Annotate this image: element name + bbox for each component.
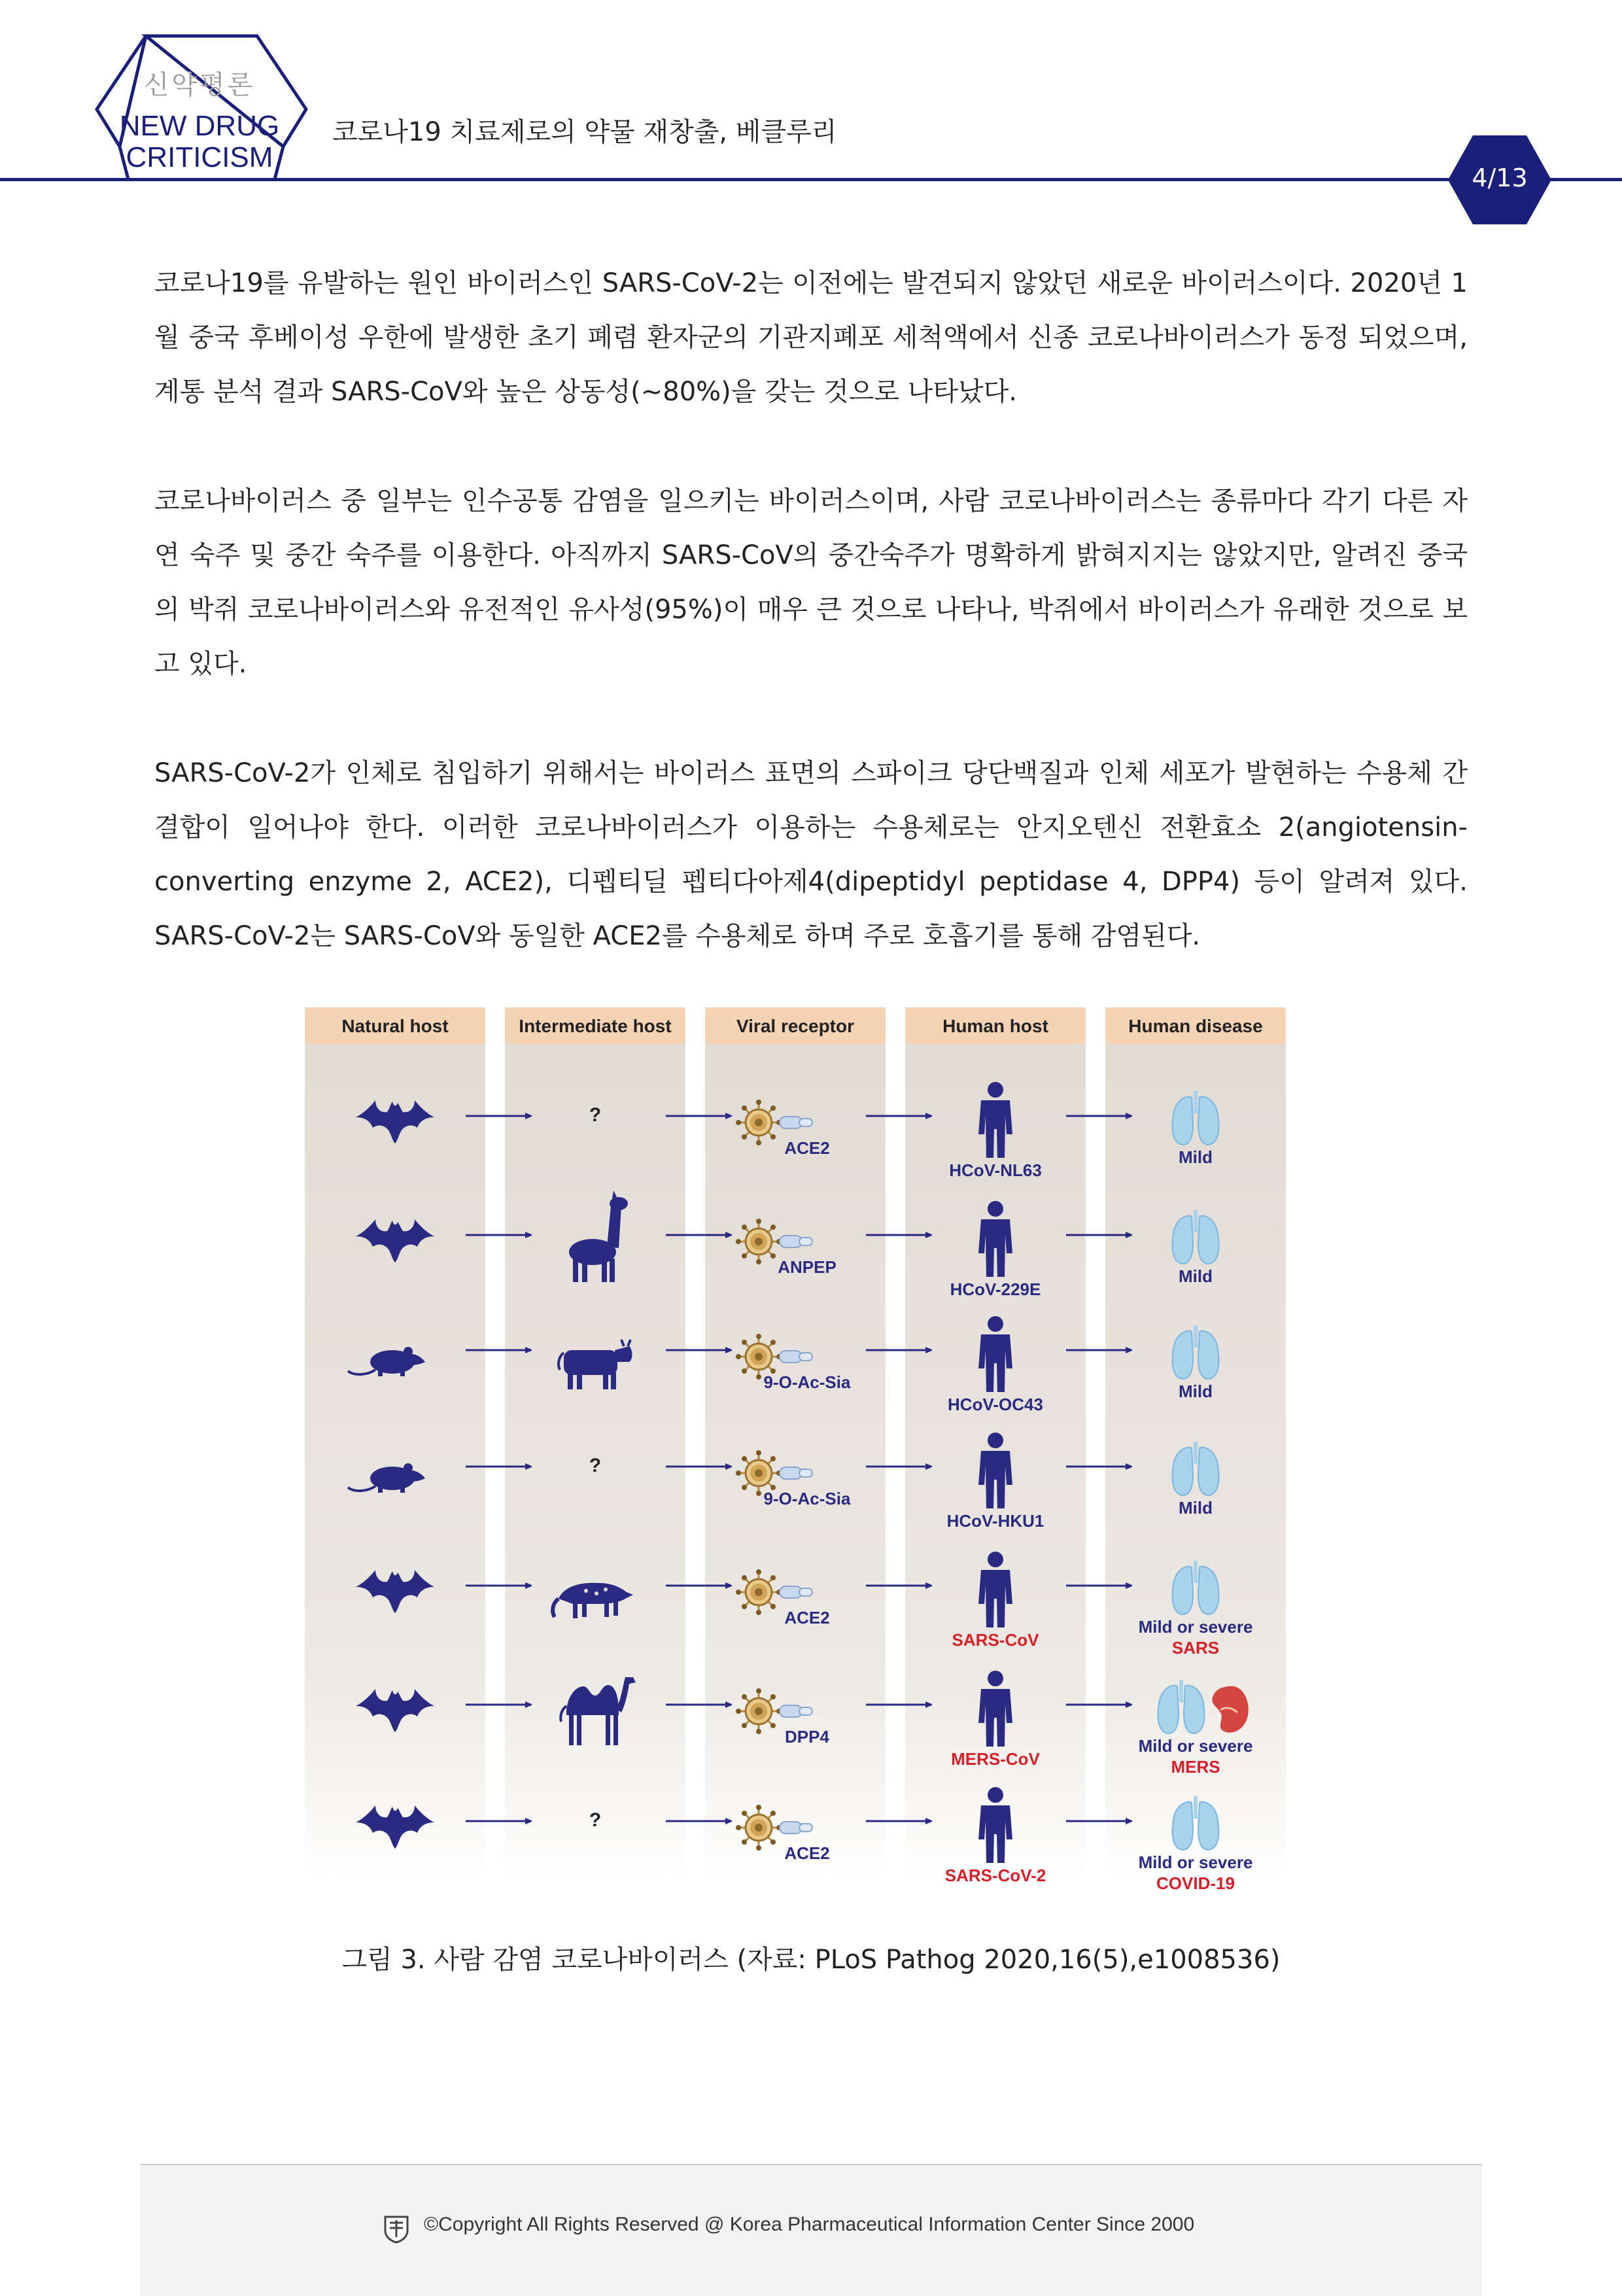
institution-crest-icon	[383, 2215, 409, 2244]
disease-label: Mild	[1179, 1147, 1213, 1167]
receptor-label: ACE2	[784, 1608, 830, 1627]
figure-column-header: Human host	[942, 1016, 1048, 1036]
header-title: 코로나19 치료제로의 약물 재창출, 베클루리	[332, 117, 837, 147]
figure-column-header: Viral receptor	[736, 1016, 855, 1036]
receptor-label: 9-O-Ac-Sia	[763, 1372, 851, 1392]
coronavirus-host-figure	[305, 1007, 1291, 1897]
figure-caption: 그림 3. 사람 감염 코로나바이러스 (자료: PLoS Pathog 2020,16(5),e1008536)	[341, 1945, 1281, 1975]
intermediate-unknown: ?	[589, 1455, 602, 1476]
figure-column-header: Intermediate host	[519, 1016, 672, 1036]
logo-english-line1: NEW DRUG	[119, 110, 280, 142]
virus-label: HCoV-OC43	[948, 1395, 1043, 1414]
paragraph-1: 코로나19를 유발하는 원인 바이러스인 SARS-CoV-2는 이전에는 발견되지 않았던 새로운 바이러스이다. 2020년 1월 중국 후베이성 우한에 발생한 초기 폐렴 환자군의 기관지폐포 세척액에서 신종 코로나바이러스가 동정 되었으며, 계통 분석 결과 SARS-CoV와 높은 상동성(~80%)을 갖는 것으로 나타났다.	[154, 268, 1468, 407]
receptor-label: ACE2	[784, 1138, 830, 1158]
disease-label: Mild or severe	[1138, 1852, 1253, 1872]
page-number: 4/13	[1472, 164, 1528, 192]
disease-label: Mild	[1179, 1382, 1213, 1401]
disease-label: Mild or severe	[1138, 1617, 1253, 1637]
receptor-label: 9-O-Ac-Sia	[763, 1489, 851, 1508]
logo-english-line2: CRITICISM	[126, 141, 273, 173]
disease-label: MERS	[1171, 1757, 1220, 1777]
receptor-label: ACE2	[784, 1843, 830, 1863]
disease-label: Mild	[1179, 1498, 1213, 1518]
figure-column-bg	[505, 1007, 685, 1884]
virus-label: SARS-CoV	[952, 1630, 1039, 1650]
virus-label: HCoV-229E	[950, 1279, 1041, 1299]
paragraph-3: SARS-CoV-2가 인체로 침입하기 위해서는 바이러스 표면의 스파이크 당단백질과 인체 세포가 발현하는 수용체 간 결합이 일어나야 한다. 이러한 코로나바이러스가 이용하는 수용체로는 안지오텐신 전환효소 2(angiotensin-converting enzyme 2, ACE2), 디펩티딜 펩티다아제4(dipeptidyl peptidase 4, DPP4) 등이 알려져 있다. SARS-CoV-2는 SARS-CoV와 동일한 ACE2를 수용체로 하며 주로 호흡기를 통해 감염된다.	[154, 758, 1468, 951]
disease-label: COVID-19	[1156, 1873, 1235, 1893]
logo-korean-text: 신약평론	[143, 70, 256, 100]
header-rule	[0, 178, 1622, 181]
copyright-text: ©Copyright All Rights Reserved @ Korea Pharmaceutical Information Center Since 2000	[424, 2214, 1195, 2235]
intermediate-unknown: ?	[589, 1809, 602, 1831]
disease-label: Mild or severe	[1138, 1736, 1253, 1756]
virus-label: HCoV-NL63	[949, 1160, 1042, 1180]
disease-label: Mild	[1179, 1266, 1213, 1286]
intermediate-unknown: ?	[589, 1104, 602, 1126]
paragraph-2: 코로나바이러스 중 일부는 인수공통 감염을 일으키는 바이러스이며, 사람 코로나바이러스는 종류마다 각기 다른 자연 숙주 및 중간 숙주를 이용한다. 아직까지 SARS-CoV의 중간숙주가 명확하게 밝혀지지는 않았지만, 알려진 중국의 박쥐 코로나바이러스와 유전적인 유사성(95%)이 매우 큰 것으로 나타나, 박쥐에서 바이러스가 유래한 것으로 보고 있다.	[154, 486, 1468, 679]
virus-label: HCoV-HKU1	[946, 1511, 1044, 1531]
disease-label: SARS	[1171, 1638, 1220, 1658]
virus-label: MERS-CoV	[951, 1749, 1040, 1769]
receptor-label: ANPEP	[778, 1257, 837, 1277]
figure-column-header: Human disease	[1128, 1016, 1263, 1036]
receptor-label: DPP4	[785, 1727, 829, 1747]
virus-label: SARS-CoV-2	[944, 1866, 1046, 1885]
figure-column-header: Natural host	[341, 1016, 449, 1036]
